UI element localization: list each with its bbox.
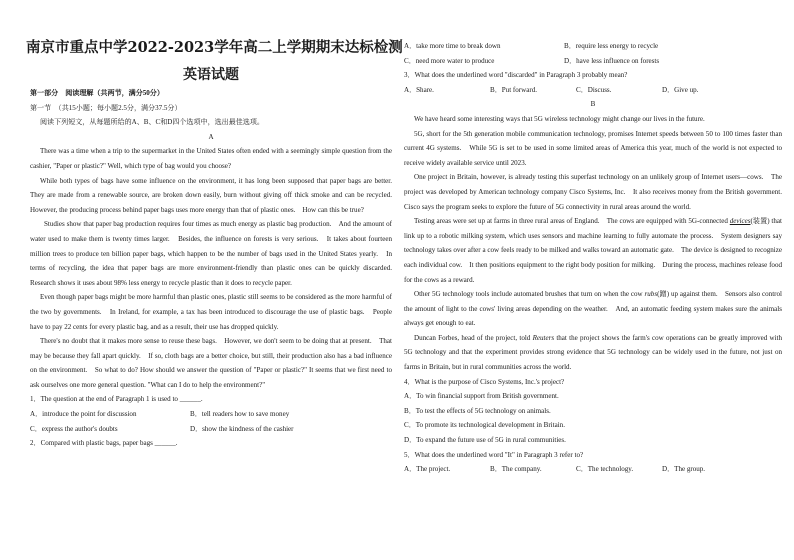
question-2-option-d[interactable]: D．have less influence on forests <box>564 56 660 65</box>
passage-a-paragraph-5: There's no doubt that it makes more sense to reuse these bags. However, we don't seem to be doing that at present. That may be because they fall apart quickly. If so, cloth bags are a better choice, but still, their production also has a bad influence on the environment. So what to do? How should we answer the question of "Paper or plastic?" It seems that we first need to ask ourselves one more general question. "What can I do to help the environment?" <box>30 337 392 389</box>
rubs-gloss: (蹭) <box>657 290 670 299</box>
question-3-option-d[interactable]: D．Give up. <box>662 85 699 94</box>
question-3: 3．What does the underlined word "discarded" in Paragraph 3 probably mean? <box>404 71 628 80</box>
devices-word: devices <box>729 217 751 226</box>
rubs-word: rubs <box>644 290 658 299</box>
question-5: 5．What does the underlined word "It" in Paragraph 3 refer to? <box>404 450 584 459</box>
right-column <box>404 39 790 477</box>
question-4-option-a[interactable]: A．To win financial support from British government. <box>404 392 559 401</box>
question-2: 2．Compared with plastic bags, paper bags ______. <box>30 439 178 448</box>
question-3-option-b[interactable]: B．Put forward. <box>490 85 537 94</box>
question-4: 4．What is the purpose of Cisco Systems, Inc.'s project? <box>404 377 565 386</box>
question-4-option-c[interactable]: C．To promote its technological development in Britain. <box>404 421 565 430</box>
question-4-option-b[interactable]: B．To test the effects of 5G technology on animals. <box>404 406 551 415</box>
question-5-option-a[interactable]: A．The project. <box>404 465 451 474</box>
passage-b-paragraph-6 <box>404 331 782 375</box>
exam-title: 南京市重点中学2022-2023学年高二上学期期末达标检测 <box>26 39 403 56</box>
question-5-option-d[interactable]: D．The group. <box>662 465 706 474</box>
section-heading: 第一节 （共15小题；每小题2.5分，满分37.5分） <box>30 103 182 112</box>
question-2-options-row-2 <box>404 54 782 69</box>
passage-b-paragraph-2: 5G, short for the 5th generation mobile communication technology, promises Internet speeds between 50 to 100 times faster than current 4G systems. While 5G is set to be used in some limited areas of America this year, much of the world is not expected to receive widely available service until 2023. <box>404 129 782 167</box>
reuters-word: Reuters <box>532 333 555 342</box>
instruction-text: 阅读下列短文，从每题所给的A、B、C和D四个选项中，选出最佳选项。 <box>40 118 264 127</box>
left-column <box>26 38 403 451</box>
passage-a-label: A <box>208 132 214 141</box>
p4-text-end: that link up to a robotic milking system, which uses sensors and machine learning to fully automate the process. System designers say technology takes over after a cow feels ready to be milked and walks toward an automatic gate. The device is designed to recognize each individual cow. It then positions equipment to the right body position for milking. During the process, machines release food for the cows as a reward. <box>404 217 782 284</box>
passage-b-paragraph-4 <box>404 214 782 287</box>
exam-subtitle: 英语试题 <box>183 67 239 83</box>
question-1-option-b[interactable]: B．tell readers how to save money <box>190 410 290 419</box>
question-3-options <box>404 83 782 98</box>
p5-text-start: Other 5G technology tools include automated brushes that turn on when the cow <box>414 290 645 299</box>
question-1-option-c[interactable]: C．express the author's doubts <box>30 424 118 433</box>
passage-a-paragraph-4: Even though paper bags might be more harmful than plastic ones, plastic still seems to be considered as the more harmful of the two by governments. In Ireland, for example, a tax has been introduced to discourage the use of plastic bags. People have to pay 22 cents for every plastic bag, and as a result, their use has dropped quickly. <box>30 293 392 331</box>
question-1: 1．The question at the end of Paragraph 1 is used to ______. <box>30 395 203 404</box>
part-heading: 第一部分 阅读理解（共两节，满分50分） <box>30 89 164 97</box>
question-2-option-b[interactable]: B．require less energy to recycle <box>564 42 659 50</box>
question-1-options-row-1 <box>30 407 392 422</box>
passage-a-paragraph-2: While both types of bags have some influence on the environment, it has long been supposed that paper bags are better. They are made from a renewable source, are broken down easily, burn without giving off thick smoke and can be recycled. However, the producing process behind paper bags uses more energy than that of plastic ones. How can this be true? <box>30 176 400 214</box>
passage-a-paragraph-3: Studies show that paper bag production requires four times as much energy as plastic bag production. And the amount of water used to make them is twenty times larger. Besides, the influence on forests is very serious. It takes about fourteen million trees to produce ten billion paper bags, which happen to be the number of bags used in the United States yearly. In terms of recycling, the idea that paper bags are more environment-friendly than plastic ones can be quickly discarded. Research shows it uses about 98% less energy to recycle plastic than it does to recycle paper. <box>30 220 400 287</box>
question-1-option-a[interactable]: A．introduce the point for discussion <box>30 410 137 419</box>
question-3-option-c[interactable]: C．Discuss. <box>576 85 612 94</box>
p6-text-start: Duncan Forbes, head of the project, told <box>414 333 533 342</box>
p6-text-end: that the project shows the farm's cow operations can be greatly improved with 5G technology and that the experiment provides strong evidence that 5G technology can be widely used in the future, not just on farms in Britain, but in rural communities across the world. <box>404 333 783 372</box>
passage-b-paragraph-1: We have heard some interesting ways that 5G wireless technology might change our lives in the future. <box>414 114 705 123</box>
question-4-option-d[interactable]: D．To expand the future use of 5G in rural communities. <box>404 436 566 445</box>
question-2-option-c[interactable]: C．need more water to produce <box>404 56 495 65</box>
question-2-options-row-1 <box>404 39 782 54</box>
question-1-option-d[interactable]: D．show the kindness of the cashier <box>190 424 294 433</box>
passage-a-paragraph-1: There was a time when a trip to the supermarket in the United States often ended with a seemingly simple question from the cashier, "Paper or plastic?" Well, which type of bag would you choose? <box>30 147 392 170</box>
question-2-option-a[interactable]: A．take more time to break down <box>404 42 501 50</box>
p4-text-start: Testing areas were set up at farms in three rural areas of England. The cows are equipped with 5G-connected <box>414 217 730 226</box>
question-3-option-a[interactable]: A．Share. <box>404 85 434 94</box>
question-1-options-row-2 <box>30 422 392 437</box>
passage-b-label: B <box>590 100 596 109</box>
question-5-options <box>404 462 782 477</box>
question-5-option-b[interactable]: B．The company. <box>490 465 542 474</box>
devices-gloss: (装置) <box>750 217 770 226</box>
p5-text-end: up against them. Sensors also control the amount of light to the cows' living areas depending on the weather. And, an automatic feeding system makes sure the animals always get enough to eat. <box>404 290 782 328</box>
passage-b-paragraph-3: One project in Britain, however, is already testing this superfast technology on an unlikely group of Internet users—cows. The project was developed by American technology company Cisco Systems, Inc. It also receives money from the British government. Cisco says the program seeks to explore the future of 5G connectivity in rural areas around the world. <box>404 173 790 211</box>
question-5-option-c[interactable]: C．The technology. <box>576 465 634 474</box>
passage-b-paragraph-5 <box>404 287 782 331</box>
